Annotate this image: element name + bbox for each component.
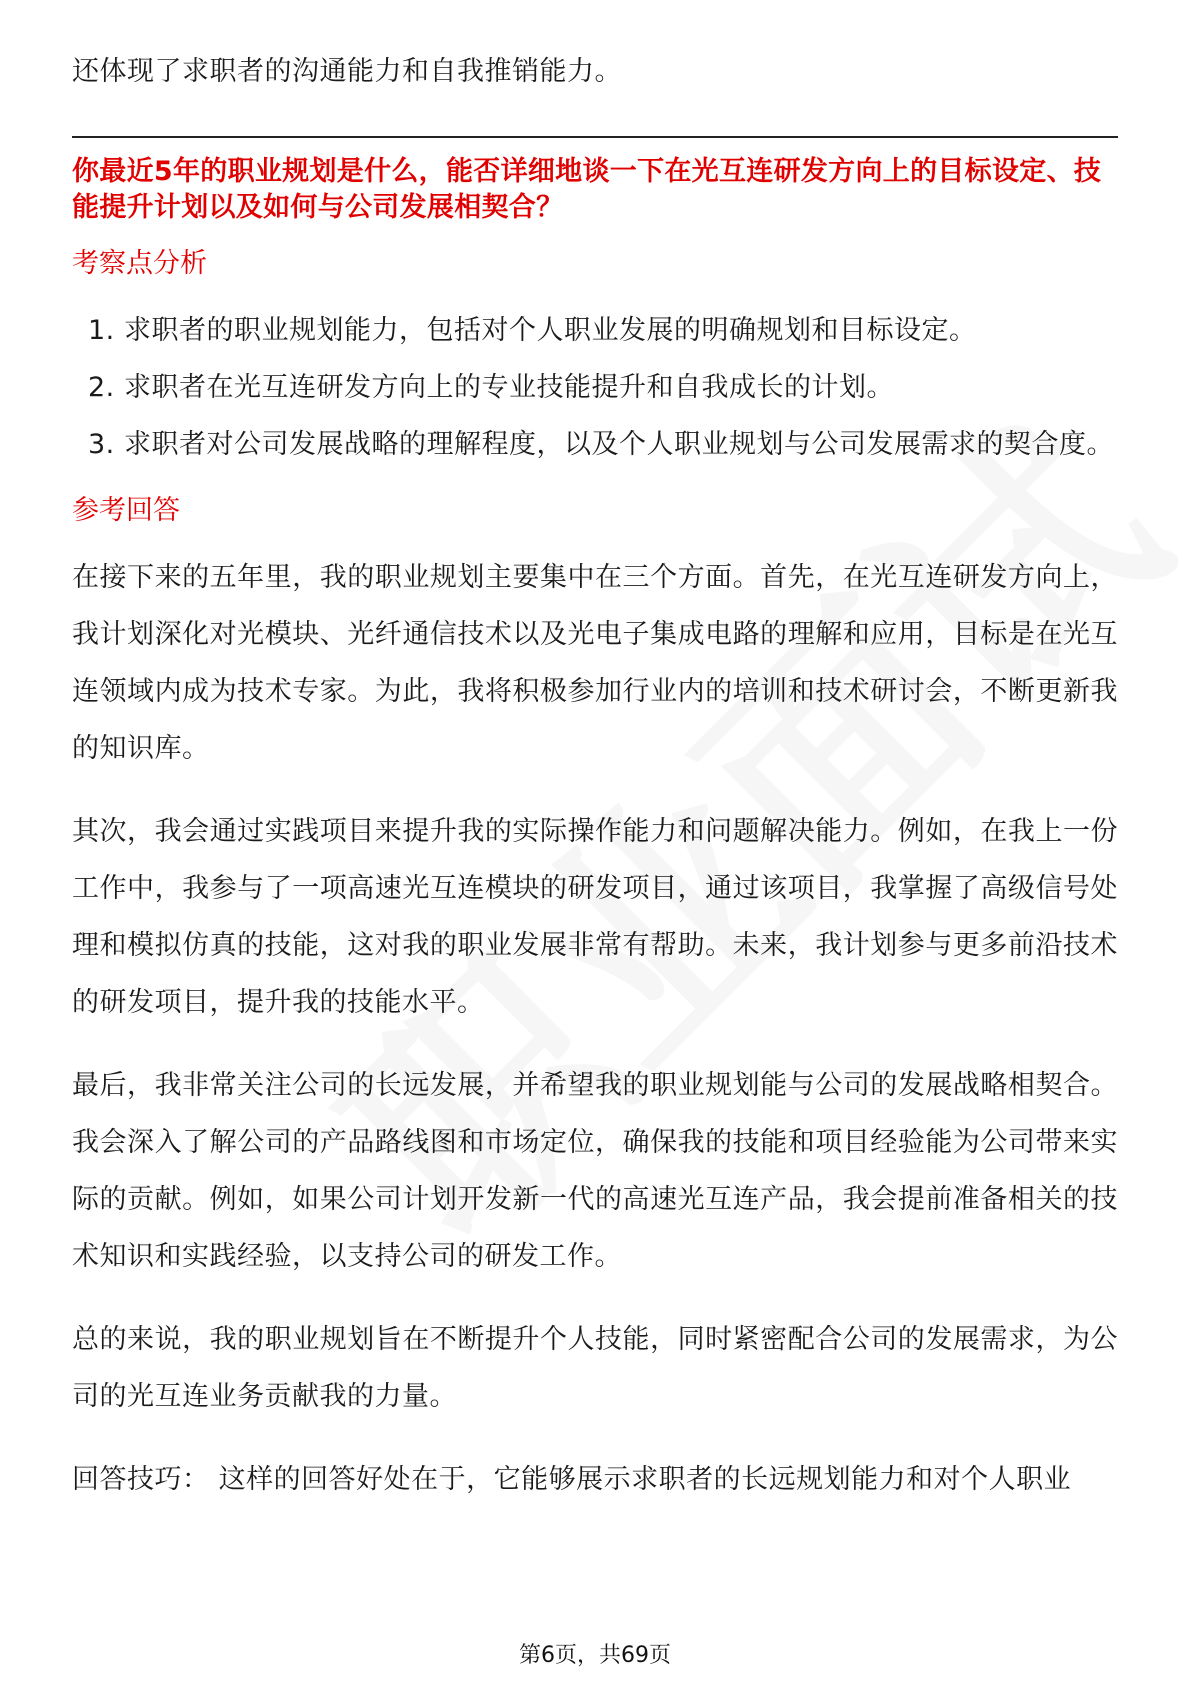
list-number: 2.: [88, 372, 115, 403]
page-number: 第6页，共69页: [519, 1643, 671, 1668]
answer-paragraph: 其次，我会通过实践项目来提升我的实际操作能力和问题解决能力。例如，在我上一份工作中，我参与了一项高速光互连模块的研发项目，通过该项目，我掌握了高级信号处理和模拟仿真的技能，这对我的职业发展非常有帮助。未来，我计划参与更多前沿技术的研发项目，提升我的技能水平。: [72, 816, 1118, 1018]
answer-tips: 回答技巧： 这样的回答好处在于，它能够展示求职者的长远规划能力和对个人职业: [72, 1464, 1072, 1495]
analysis-heading: 考察点分析: [72, 248, 207, 279]
list-number: 3.: [88, 429, 115, 460]
interview-question: 你最近5年的职业规划是什么，能否详细地谈一下在光互连研发方向上的目标设定、技能提升计划以及如何与公司发展相契合？: [72, 156, 1102, 223]
list-item: [72, 416, 1118, 473]
page-content: [72, 44, 1118, 1508]
list-number: 1.: [88, 315, 115, 346]
list-item-text: 求职者对公司发展战略的理解程度，以及个人职业规划与公司发展需求的契合度。: [124, 429, 1114, 460]
answer-paragraph: 最后，我非常关注公司的长远发展，并希望我的职业规划能与公司的发展战略相契合。我会深入了解公司的产品路线图和市场定位，确保我的技能和项目经验能为公司带来实际的贡献。例如，如果公司计划开发新一代的高速光互连产品，我会提前准备相关的技术知识和实践经验，以支持公司的研发工作。: [72, 1070, 1118, 1272]
answer-paragraph: 在接下来的五年里，我的职业规划主要集中在三个方面。首先，在光互连研发方向上，我计划深化对光模块、光纤通信技术以及光电子集成电路的理解和应用，目标是在光互连领域内成为技术专家。为此，我将积极参加行业内的培训和技术研讨会，不断更新我的知识库。: [72, 562, 1118, 764]
list-item: [72, 359, 1118, 416]
continued-text: 还体现了求职者的沟通能力和自我推销能力。: [72, 56, 622, 87]
analysis-list: [72, 302, 1118, 473]
list-item-text: 求职者在光互连研发方向上的专业技能提升和自我成长的计划。: [124, 372, 894, 403]
answer-paragraph: 总的来说，我的职业规划旨在不断提升个人技能，同时紧密配合公司的发展需求，为公司的光互连业务贡献我的力量。: [72, 1324, 1118, 1412]
answer-heading: 参考回答: [72, 495, 180, 526]
section-divider: [72, 136, 1118, 138]
list-item-text: 求职者的职业规划能力，包括对个人职业发展的明确规划和目标设定。: [124, 315, 977, 346]
list-item: [72, 302, 1118, 359]
